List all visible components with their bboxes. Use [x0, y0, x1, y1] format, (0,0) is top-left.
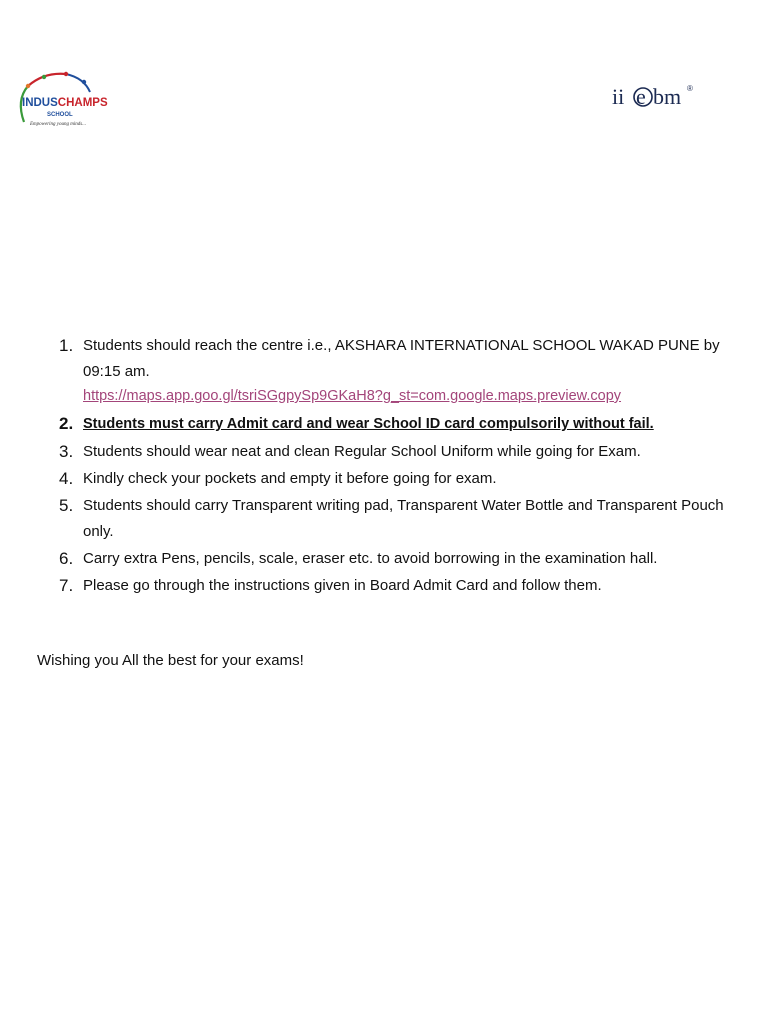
map-link[interactable]: https://maps.app.goo.gl/tsriSGgpySp9GKaH8?g_st=com.google.maps.preview.copy [83, 388, 622, 404]
iiebm-logo [612, 80, 702, 114]
logo-dot [82, 80, 86, 84]
logo-dot [64, 72, 68, 76]
instructions-list [52, 333, 742, 600]
instruction-text: Carry extra Pens, pencils, scale, eraser etc. to avoid borrowing in the examination hall. [83, 549, 658, 567]
instruction-item [52, 411, 742, 438]
instruction-text: Students should carry Transparent writing pad, Transparent Water Bottle and Transparent Pouch only. [83, 497, 724, 540]
instruction-text: Please go through the instructions given in Board Admit Card and follow them. [83, 576, 602, 594]
instruction-number: 4. [59, 469, 74, 488]
induschamps-school-logo [14, 70, 108, 138]
induschamps-logo-graphic [14, 70, 108, 138]
instruction-item [52, 466, 742, 492]
logo-name: INDUSCHAMPS [22, 97, 108, 109]
instruction-number: 3. [59, 442, 74, 461]
logo-dot [26, 84, 30, 88]
logo-tagline: Empowering young minds... [30, 122, 86, 127]
instruction-number: 6. [59, 548, 74, 568]
iiebm-logo-graphic [612, 80, 702, 114]
instruction-number: 5. [59, 496, 74, 515]
instruction-item [52, 439, 742, 465]
instruction-number: 2. [59, 414, 74, 433]
logo-subtitle: SCHOOL [47, 112, 73, 118]
iiebm-text-e: e [636, 84, 646, 109]
iiebm-text-before: ii [612, 84, 625, 109]
instruction-number: 1. [59, 336, 74, 355]
registered-mark: ® [687, 84, 693, 93]
instruction-number: 7. [59, 575, 74, 595]
logo-arc-blue [66, 74, 90, 92]
instruction-item [52, 333, 742, 410]
instruction-text: Students should reach the centre i.e., AKSHARA INTERNATIONAL SCHOOL WAKAD PUNE by 09:15 am. [83, 337, 720, 380]
instruction-text: Students must carry Admit card and wear School ID card compulsorily without fail. [83, 416, 654, 432]
instruction-item [52, 573, 742, 599]
instruction-item [52, 546, 742, 572]
instruction-text: Students should wear neat and clean Regular School Uniform while going for Exam. [83, 443, 641, 460]
logo-dot [42, 75, 46, 79]
instruction-item [52, 493, 742, 544]
closing-message: Wishing you All the best for your exams! [37, 652, 304, 669]
instruction-text: Kindly check your pockets and empty it before going for exam. [83, 470, 497, 487]
iiebm-text-after: bm [653, 84, 682, 109]
logo-arc-red [28, 74, 66, 86]
